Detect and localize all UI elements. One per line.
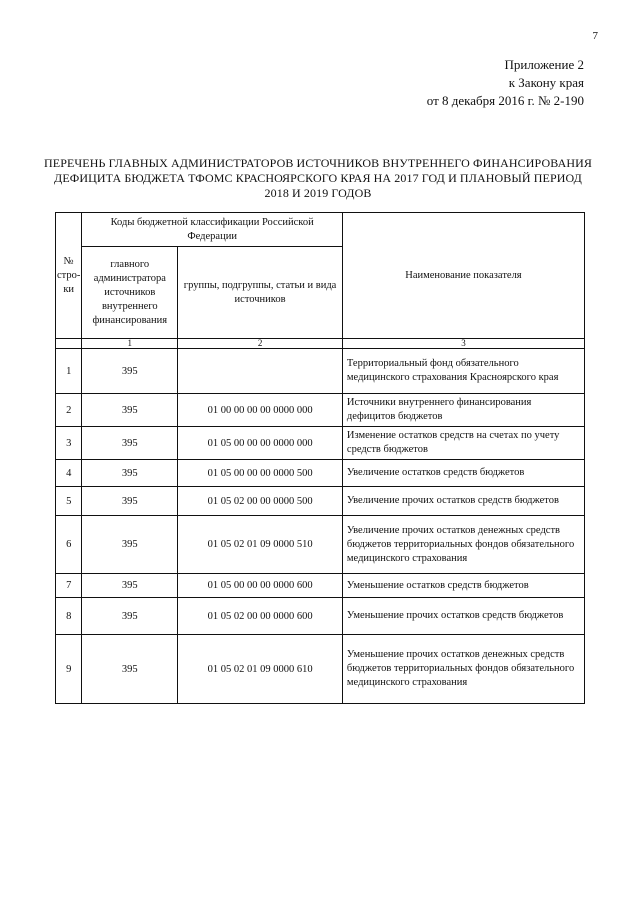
title-line-2: ДЕФИЦИТА БЮДЖЕТА ТФОМС КРАСНОЯРСКОГО КРАЯ НА 2017 ГОД И ПЛАНОВЫЙ ПЕРИОД [54, 171, 582, 185]
title-line-3: 2018 И 2019 ГОДОВ [264, 186, 372, 200]
col-number-2: 2 [178, 339, 343, 349]
document-title [40, 156, 596, 201]
header-source-code: группы, подгруппы, статьи и вида источников [178, 247, 343, 339]
header-admin-code: главного администратора источников внутреннего финансирования [82, 247, 178, 339]
appendix-line-2: к Закону края [508, 75, 584, 90]
source-code: 01 05 02 00 00 0000 600 [178, 598, 343, 635]
appendix-block [427, 56, 584, 110]
col-number-3: 3 [342, 339, 584, 349]
admin-code: 395 [82, 349, 178, 394]
source-code: 01 05 00 00 00 0000 600 [178, 574, 343, 598]
table-row [56, 394, 585, 427]
administrators-table [55, 212, 585, 704]
row-no: 2 [56, 394, 82, 427]
admin-code: 395 [82, 574, 178, 598]
table-row [56, 460, 585, 487]
table-row [56, 516, 585, 574]
row-no: 5 [56, 487, 82, 516]
source-code: 01 05 02 00 00 0000 500 [178, 487, 343, 516]
table-row [56, 598, 585, 635]
admin-code: 395 [82, 487, 178, 516]
table-row [56, 427, 585, 460]
indicator-name: Уменьшение прочих остатков денежных средств бюджетов территориальных фондов обязательного медицинского страхования [342, 635, 584, 704]
table-row [56, 635, 585, 704]
indicator-name: Источники внутреннего финансирования дефицитов бюджетов [342, 394, 584, 427]
source-code: 01 00 00 00 00 0000 000 [178, 394, 343, 427]
row-no: 6 [56, 516, 82, 574]
row-no: 3 [56, 427, 82, 460]
title-line-1: ПЕРЕЧЕНЬ ГЛАВНЫХ АДМИНИСТРАТОРОВ ИСТОЧНИКОВ ВНУТРЕННЕГО ФИНАНСИРОВАНИЯ [44, 156, 592, 170]
admin-code: 395 [82, 427, 178, 460]
source-code: 01 05 02 01 09 0000 610 [178, 635, 343, 704]
admin-code: 395 [82, 460, 178, 487]
source-code [178, 349, 343, 394]
table-row [56, 487, 585, 516]
admin-code: 395 [82, 516, 178, 574]
appendix-line-3: от 8 декабря 2016 г. № 2-190 [426, 93, 584, 108]
row-no: 8 [56, 598, 82, 635]
row-no: 7 [56, 574, 82, 598]
row-no: 1 [56, 349, 82, 394]
source-code: 01 05 02 01 09 0000 510 [178, 516, 343, 574]
page-number: 7 [592, 30, 598, 42]
header-row-number: № стро-ки [56, 213, 82, 339]
appendix-line-1: Приложение 2 [504, 57, 584, 72]
source-code: 01 05 00 00 00 0000 500 [178, 460, 343, 487]
source-code: 01 05 00 00 00 0000 000 [178, 427, 343, 460]
col-number-1: 1 [82, 339, 178, 349]
indicator-name: Изменение остатков средств на счетах по учету средств бюджетов [342, 427, 584, 460]
col-number-empty [56, 339, 82, 349]
indicator-name: Территориальный фонд обязательного медицинского страхования Красноярского края [342, 349, 584, 394]
table-row [56, 574, 585, 598]
admin-code: 395 [82, 635, 178, 704]
admin-code: 395 [82, 598, 178, 635]
indicator-name: Уменьшение прочих остатков средств бюджетов [342, 598, 584, 635]
indicator-name: Увеличение прочих остатков денежных средств бюджетов территориальных фондов обязательного медицинского страхования [342, 516, 584, 574]
header-codes-group: Коды бюджетной классификации Российской Федерации [82, 213, 343, 247]
indicator-name: Увеличение остатков средств бюджетов [342, 460, 584, 487]
row-no: 4 [56, 460, 82, 487]
row-no: 9 [56, 635, 82, 704]
indicator-name: Уменьшение остатков средств бюджетов [342, 574, 584, 598]
header-indicator-name: Наименование показателя [342, 213, 584, 339]
indicator-name: Увеличение прочих остатков средств бюджетов [342, 487, 584, 516]
admin-code: 395 [82, 394, 178, 427]
table-row [56, 349, 585, 394]
